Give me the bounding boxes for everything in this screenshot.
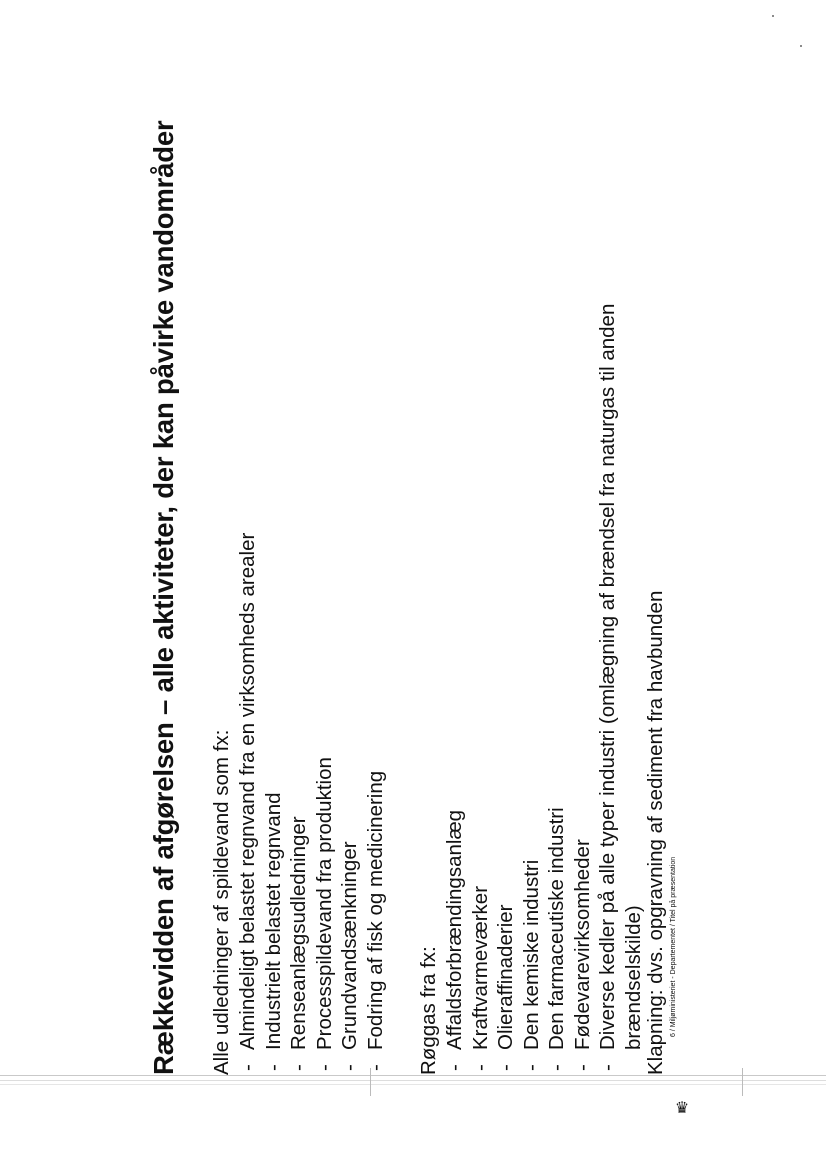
list-item-continuation: brændselskilde) xyxy=(621,905,645,1050)
list-item: - Diverse kedler på alle typer industri (omlægning af brændsel fra naturgas til anden xyxy=(595,304,621,1075)
list-item: - Kraftvarmeværker xyxy=(468,304,494,1075)
list-item: - Renseanlægsudledninger xyxy=(286,533,312,1075)
section1-list xyxy=(235,533,388,1075)
section1-intro: Alle udledninger af spildevand som fx: xyxy=(210,729,233,1075)
list-item: - Industrielt belastet regnvand xyxy=(261,533,287,1075)
section2-intro: Røggas fra fx: xyxy=(417,946,440,1075)
scan-line xyxy=(0,1075,826,1076)
section2-list xyxy=(442,304,646,1075)
slide-footer: 6 / Miljøministeriet - Departementet / Titel på præsentation xyxy=(670,856,677,1037)
list-item: - Almindeligt belastet regnvand fra en virksomheds arealer xyxy=(235,533,261,1075)
scan-mark xyxy=(370,1068,371,1096)
list-item: - Den farmaceutiske industri xyxy=(544,304,570,1075)
scan-mark xyxy=(742,1068,743,1096)
crown-icon: ♛ xyxy=(674,1099,690,1117)
closing-line: Klapning: dvs. opgravning af sediment fra havbunden xyxy=(644,590,667,1075)
rotated-slide xyxy=(110,75,810,1117)
slide-title: Rækkevidden af afgørelsen – alle aktiviteter, der kan påvirke vandområder xyxy=(148,120,179,1075)
list-item: - Den kemiske industri xyxy=(519,304,545,1075)
list-item: - Affaldsforbrændingsanlæg xyxy=(442,304,468,1075)
list-item: - Fodring af fisk og medicinering xyxy=(363,533,389,1075)
scan-line xyxy=(0,1084,826,1085)
list-item: - Processpildevand fra produktion xyxy=(312,533,338,1075)
list-item: - Fødevarevirksomheder xyxy=(570,304,596,1075)
scan-line xyxy=(0,1080,826,1081)
scan-speck xyxy=(772,15,774,17)
list-item: - Olieraffinaderier xyxy=(493,304,519,1075)
scan-speck xyxy=(800,45,802,47)
list-item: - Grundvandsænkninger xyxy=(337,533,363,1075)
